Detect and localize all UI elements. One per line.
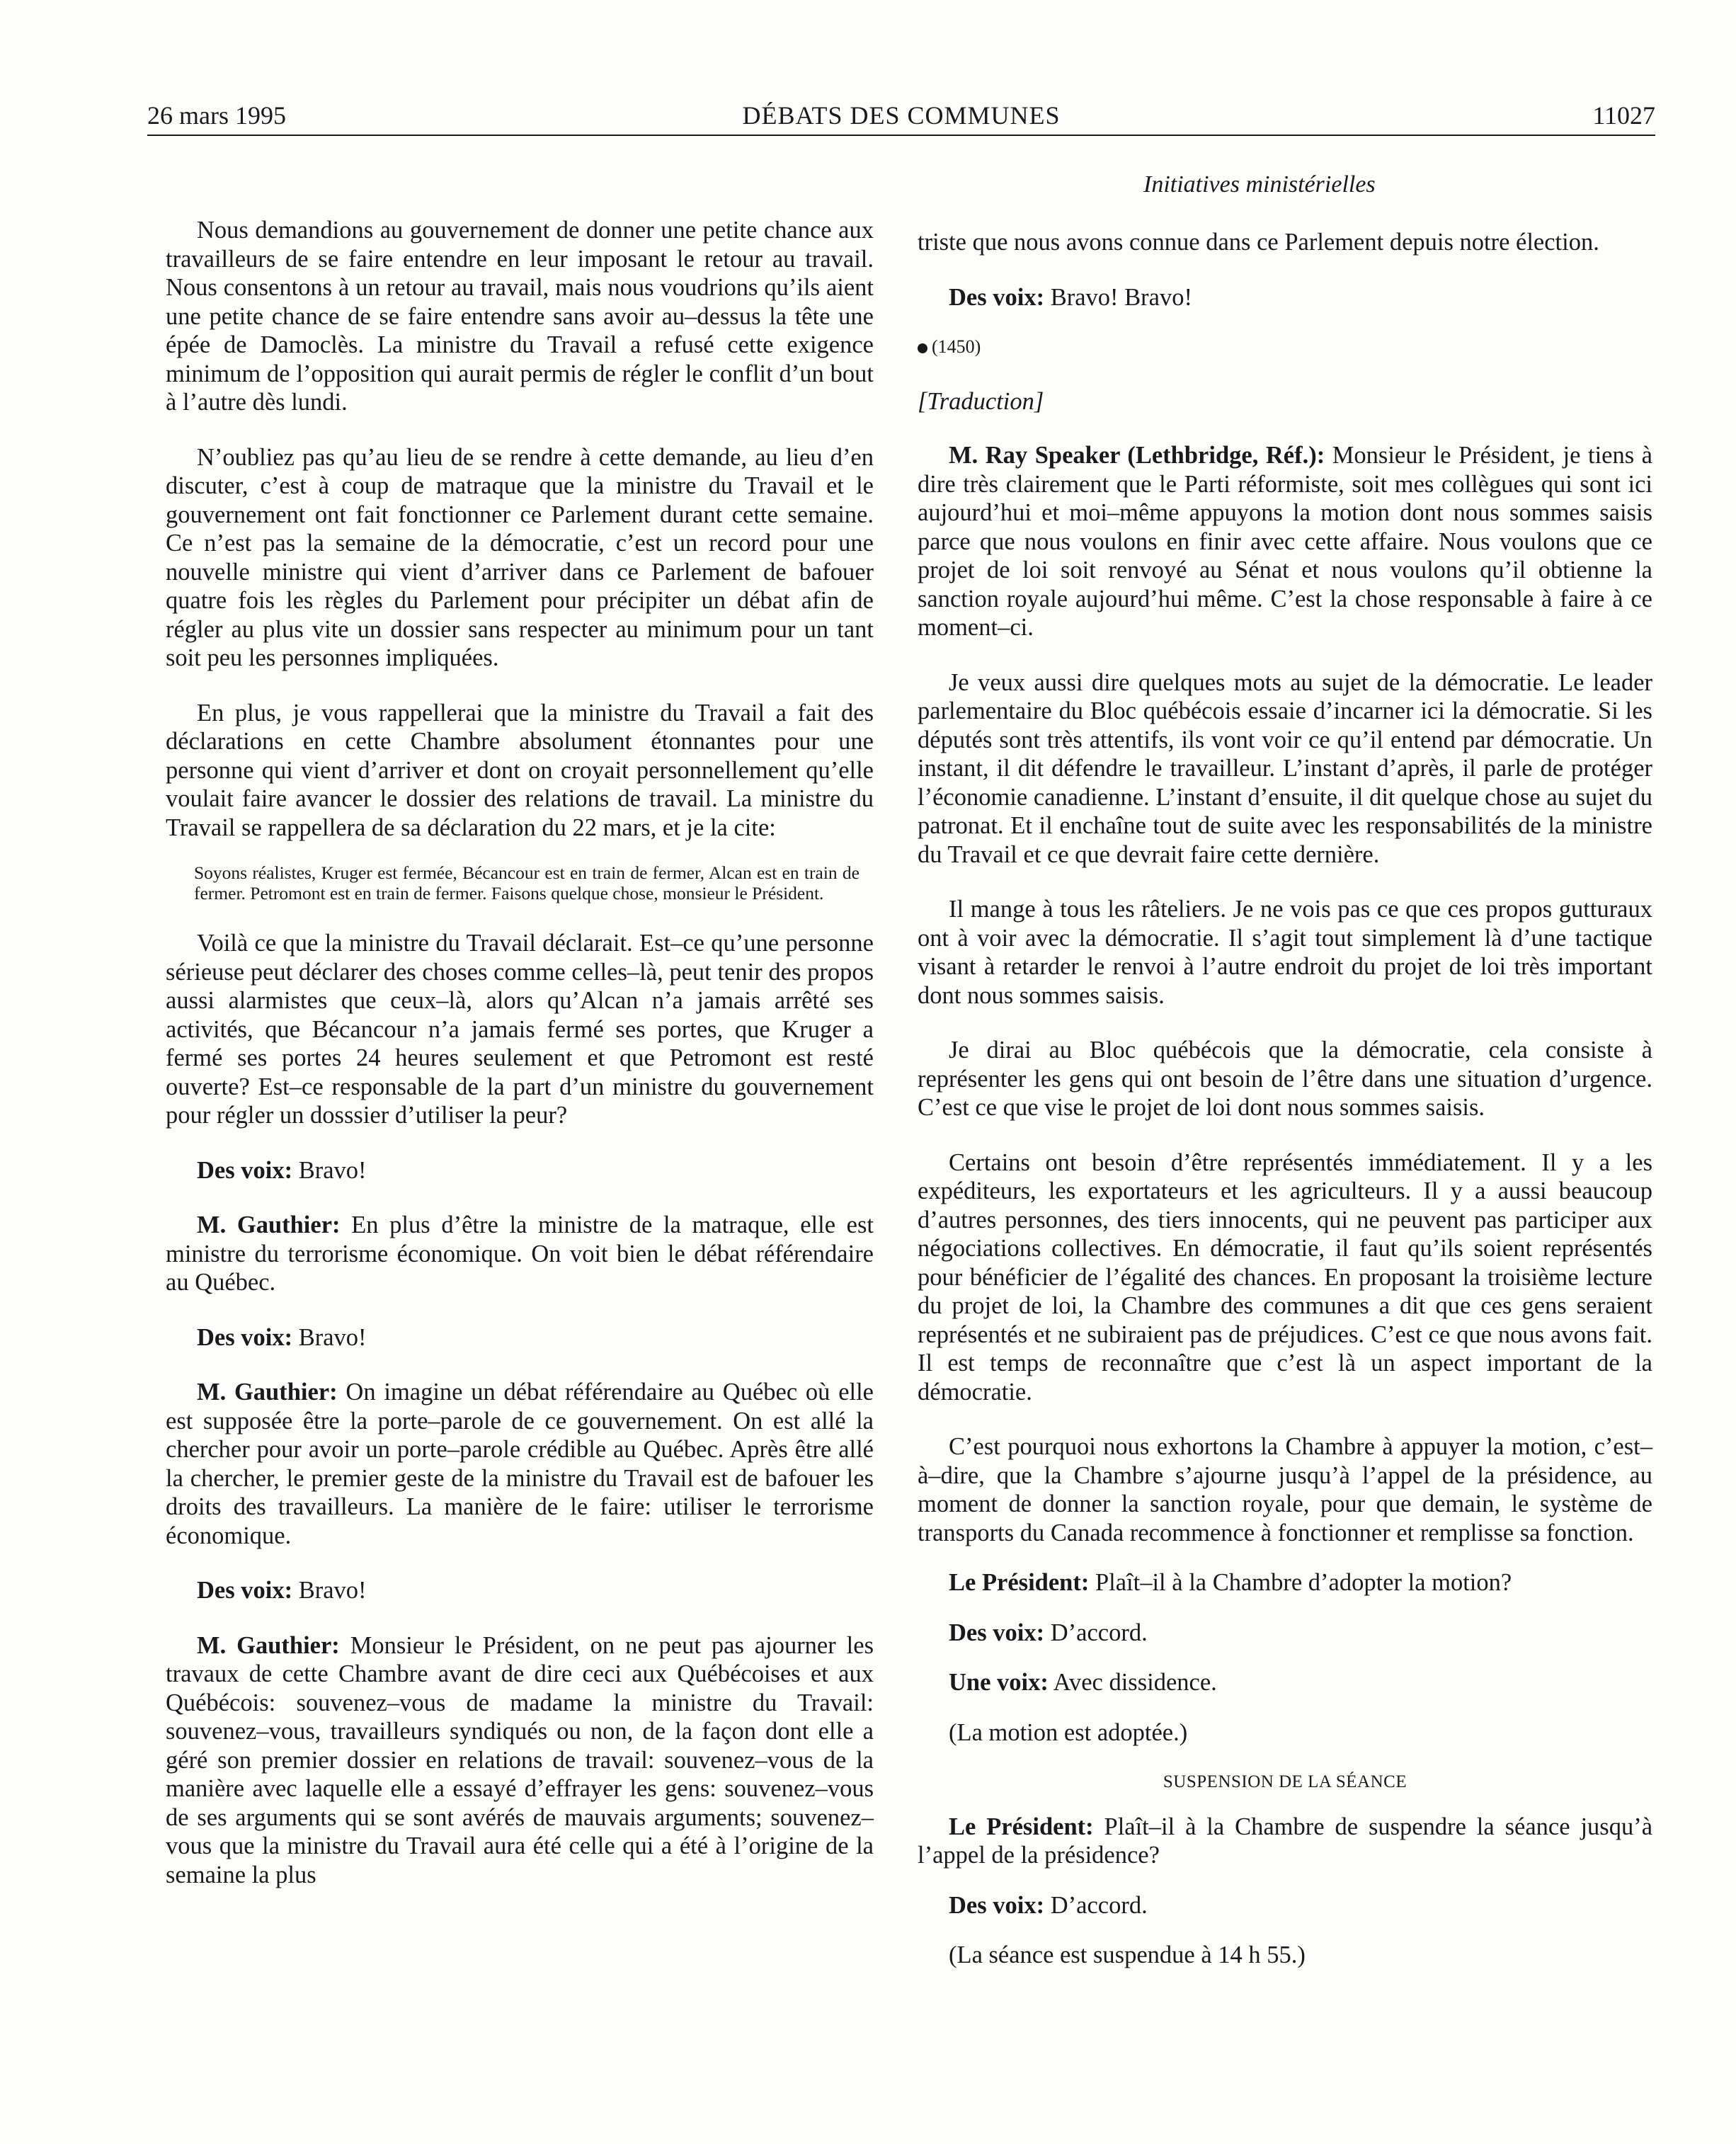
left-column bbox=[166, 216, 874, 1915]
speech-text: Bravo! bbox=[292, 1577, 367, 1604]
speech-text: Bravo! bbox=[292, 1323, 367, 1351]
speech bbox=[166, 1323, 874, 1352]
page-header bbox=[147, 98, 1655, 136]
translation-note: [Traduction] bbox=[918, 387, 1044, 415]
speech bbox=[918, 1619, 1652, 1648]
paragraph: Je veux aussi dire quelques mots au sujet de la démocratie. Le leader parlementaire du Bloc québécois essaie d’incarner ici la démocratie. Si les députés sont très attentifs, ils vont voir ce qu’il entend par démocratie. Un instant, il dit défendre le travailleur. L’instant d’après, il parle de protéger l’économie canadienne. L’instant d’ensuite, il dit quelque chose au sujet du patronat. Et il enchaîne tout de suite avec les responsabilités de la ministre du Travail et ce que devrait faire cette dernière. bbox=[918, 668, 1652, 868]
speech bbox=[166, 1156, 874, 1185]
speaker-name: M. Ray Speaker (Lethbridge, Réf.): bbox=[949, 442, 1325, 469]
speech-text: Monsieur le Président, je tiens à dire très clairement que le Parti réformiste, soit mes collègues qui sont ici aujourd’hui et moi–même appuyons la motion dont nous sommes saisis parce que nous voulons en finir avec cette affaire. Nous voulons que ce projet de loi soit renvoyé au Sénat et nous voulons qu’il obtienne la sanction royale aujourd’hui même. C’est la chose responsable à faire à ce moment–ci. bbox=[918, 442, 1652, 641]
section-label: Initiatives ministérielles bbox=[1143, 171, 1376, 198]
speech bbox=[166, 1576, 874, 1605]
publication-title: DÉBATS DES COMMUNES bbox=[742, 101, 1061, 130]
speaker-name: Le Président: bbox=[949, 1813, 1094, 1840]
timestamp-text: (1450) bbox=[932, 336, 981, 357]
speech bbox=[918, 1668, 1652, 1697]
speech-text: Bravo! Bravo! bbox=[1044, 283, 1192, 311]
paragraph: En plus, je vous rappellerai que la ministre du Travail a fait des déclarations en cette Chambre absolument étonnantes pour une personne qui vient d’arriver et dont on croyait personnellement qu’elle voulait faire avancer le dossier des relations de travail. La ministre du Travail se rappellera de sa déclaration du 22 mars, et je la cite: bbox=[166, 699, 874, 841]
speaker-name: Une voix: bbox=[949, 1669, 1049, 1696]
right-column bbox=[918, 228, 1652, 1991]
speaker-name: Le Président: bbox=[949, 1569, 1090, 1596]
speaker-name: M. Gauthier: bbox=[197, 1211, 341, 1238]
paragraph: Il mange à tous les râteliers. Je ne vois pas ce que ces propos gutturaux ont à voir avec la démocratie. Il s’agit tout simplement là d’une tactique visant à retarder le renvoi à l’autre endroit du projet de loi très important dont nous sommes saisis. bbox=[918, 896, 1652, 1009]
speech-text: Plaît–il à la Chambre d’adopter la motion? bbox=[1089, 1569, 1512, 1596]
paragraph: N’oubliez pas qu’au lieu de se rendre à cette demande, au lieu d’en discuter, c’est à coup de matraque que la ministre du Travail et le gouvernement ont fait fonctionner ce Parlement durant cette semaine. Ce n’est pas la semaine de la démocratie, c’est un record pour une nouvelle ministre qui vient d’arriver dans ce Parlement de bafouer quatre fois les règles du Parlement pour précipiter un débat afin de régler au plus vite un dossier sans respecter au minimum pour un tant soit peu les personnes impliquées. bbox=[166, 443, 874, 671]
speech bbox=[166, 1211, 874, 1297]
speech-text: D’accord. bbox=[1044, 1619, 1148, 1646]
header-date: 26 mars 1995 bbox=[147, 101, 286, 130]
speaker-name: Des voix: bbox=[197, 1323, 293, 1351]
speech bbox=[166, 1378, 874, 1550]
section-heading: SUSPENSION DE LA SÉANCE bbox=[1163, 1772, 1407, 1791]
session-suspended: (La séance est suspendue à 14 h 55.) bbox=[949, 1941, 1306, 1968]
speech-text: Avec dissidence. bbox=[1048, 1669, 1217, 1696]
speaker-name: Des voix: bbox=[197, 1156, 293, 1184]
paragraph-continuation: triste que nous avons connue dans ce Parlement depuis notre élection. bbox=[918, 229, 1599, 256]
speech-text: Monsieur le Président, on ne peut pas ajourner les travaux de cette Chambre avant de dire ceci aux Québécoises et aux Québécois: souvenez–vous de madame la ministre du Travail: souvenez–vous, travailleurs syndiqués ou non, de la façon dont elle a géré son premier dossier en relations de travail: souvenez–vous de la manière avec laquelle elle a essayé d’effrayer les gens: souvenez–vous de ses arguments qui se sont avérés de mauvais arguments; souvenez–vous que la ministre du Travail aura été celle qui a été à l’origine de la semaine la plus bbox=[166, 1631, 874, 1888]
paragraph: Certains ont besoin d’être représentés immédiatement. Il y a les expéditeurs, les exportateurs et les agriculteurs. Il y a aussi beaucoup d’autres personnes, des tiers innocents, qui ne peuvent pas participer aux négociations collectives. En démocratie, il faut qu’ils soient représentés pour bénéficier de l’égalité des chances. En proposant la troisième lecture du projet de loi, la Chambre des communes a dit que ces gens seraient représentés et ne subiraient pas de préjudices. C’est ce que nous avons fait. Il est temps de reconnaître que c’est là un aspect important de la démocratie. bbox=[918, 1148, 1652, 1405]
speech bbox=[166, 1631, 874, 1890]
block-quote: Soyons réalistes, Kruger est fermée, Bécancour est en train de fermer, Alcan est en train de fermer. Petromont est en train de fermer. Faisons quelque chose, monsieur le Président. bbox=[194, 862, 860, 903]
speech bbox=[918, 1568, 1652, 1597]
speech bbox=[918, 1891, 1652, 1920]
speaker-name: Des voix: bbox=[949, 1891, 1045, 1919]
paragraph: Nous demandions au gouvernement de donner une petite chance aux travailleurs de se faire entendre en leur imposant le retour au travail. Nous consentons à un retour au travail, mais nous voudrions qu’ils aient une petite chance de se faire entendre sans avoir au–dessus la tête une épée de Damoclès. La ministre du Travail a refusé cette exigence minimum de l’opposition qui aurait permis de régler le conflit d’un bout à l’autre dès lundi. bbox=[166, 217, 874, 416]
motion-result: (La motion est adoptée.) bbox=[949, 1718, 1188, 1746]
page-number: 11027 bbox=[1592, 101, 1655, 130]
speech bbox=[918, 283, 1652, 312]
speech-text: Bravo! bbox=[292, 1156, 367, 1184]
speaker-name: Des voix: bbox=[949, 1619, 1045, 1646]
paragraph: Voilà ce que la ministre du Travail déclarait. Est–ce qu’une personne sérieuse peut déclarer des choses comme celles–là, peut tenir des propos aussi alarmistes que ceux–là, alors qu’Alcan n’a jamais arrêté ses activités, que Bécancour n’a jamais fermé ses portes, que Kruger a fermé ses portes 24 heures seulement et que Petromont est resté ouverte? Est–ce responsable de la part d’un ministre du gouvernement pour régler un dosssier d’utiliser la peur? bbox=[166, 930, 874, 1129]
paragraph: C’est pourquoi nous exhortons la Chambre à appuyer la motion, c’est–à–dire, que la Chambre s’ajourne jusqu’à l’appel de la présidence, au moment de donner la sanction royale, pour que demain, le système de transports du Canada recommence à fonctionner et remplisse sa fonction. bbox=[918, 1433, 1652, 1546]
speaker-name: Des voix: bbox=[197, 1577, 293, 1604]
speech-text: En plus d’être la ministre de la matraque, elle est ministre du terrorisme économique. On voit bien le débat référendaire au Québec. bbox=[166, 1211, 874, 1296]
speech bbox=[918, 441, 1652, 642]
bullet-icon bbox=[918, 343, 927, 353]
timestamp bbox=[918, 333, 1652, 362]
speaker-name: M. Gauthier: bbox=[197, 1379, 338, 1405]
paragraph: Je dirai au Bloc québécois que la démocratie, cela consiste à représenter les gens qui ont besoin de l’être dans une situation d’urgence. C’est ce que vise le projet de loi dont nous sommes saisis. bbox=[918, 1037, 1652, 1121]
speaker-name: M. Gauthier: bbox=[197, 1631, 340, 1659]
speech-text: On imagine un débat référendaire au Québec où elle est supposée être la porte–parole de ce gouvernement. On est allé la chercher pour avoir un porte–parole crédible au Québec. Après être allé la chercher, le premier geste de la ministre du Travail est de bafouer les droits des travailleurs. La manière de le faire: utiliser le terrorisme économique. bbox=[166, 1379, 874, 1549]
speech bbox=[918, 1813, 1652, 1870]
speech-text: Plaît–il à la Chambre de suspendre la séance jusqu’à l’appel de la présidence? bbox=[918, 1813, 1653, 1869]
speaker-name: Des voix: bbox=[949, 283, 1045, 311]
speech-text: D’accord. bbox=[1044, 1891, 1148, 1919]
